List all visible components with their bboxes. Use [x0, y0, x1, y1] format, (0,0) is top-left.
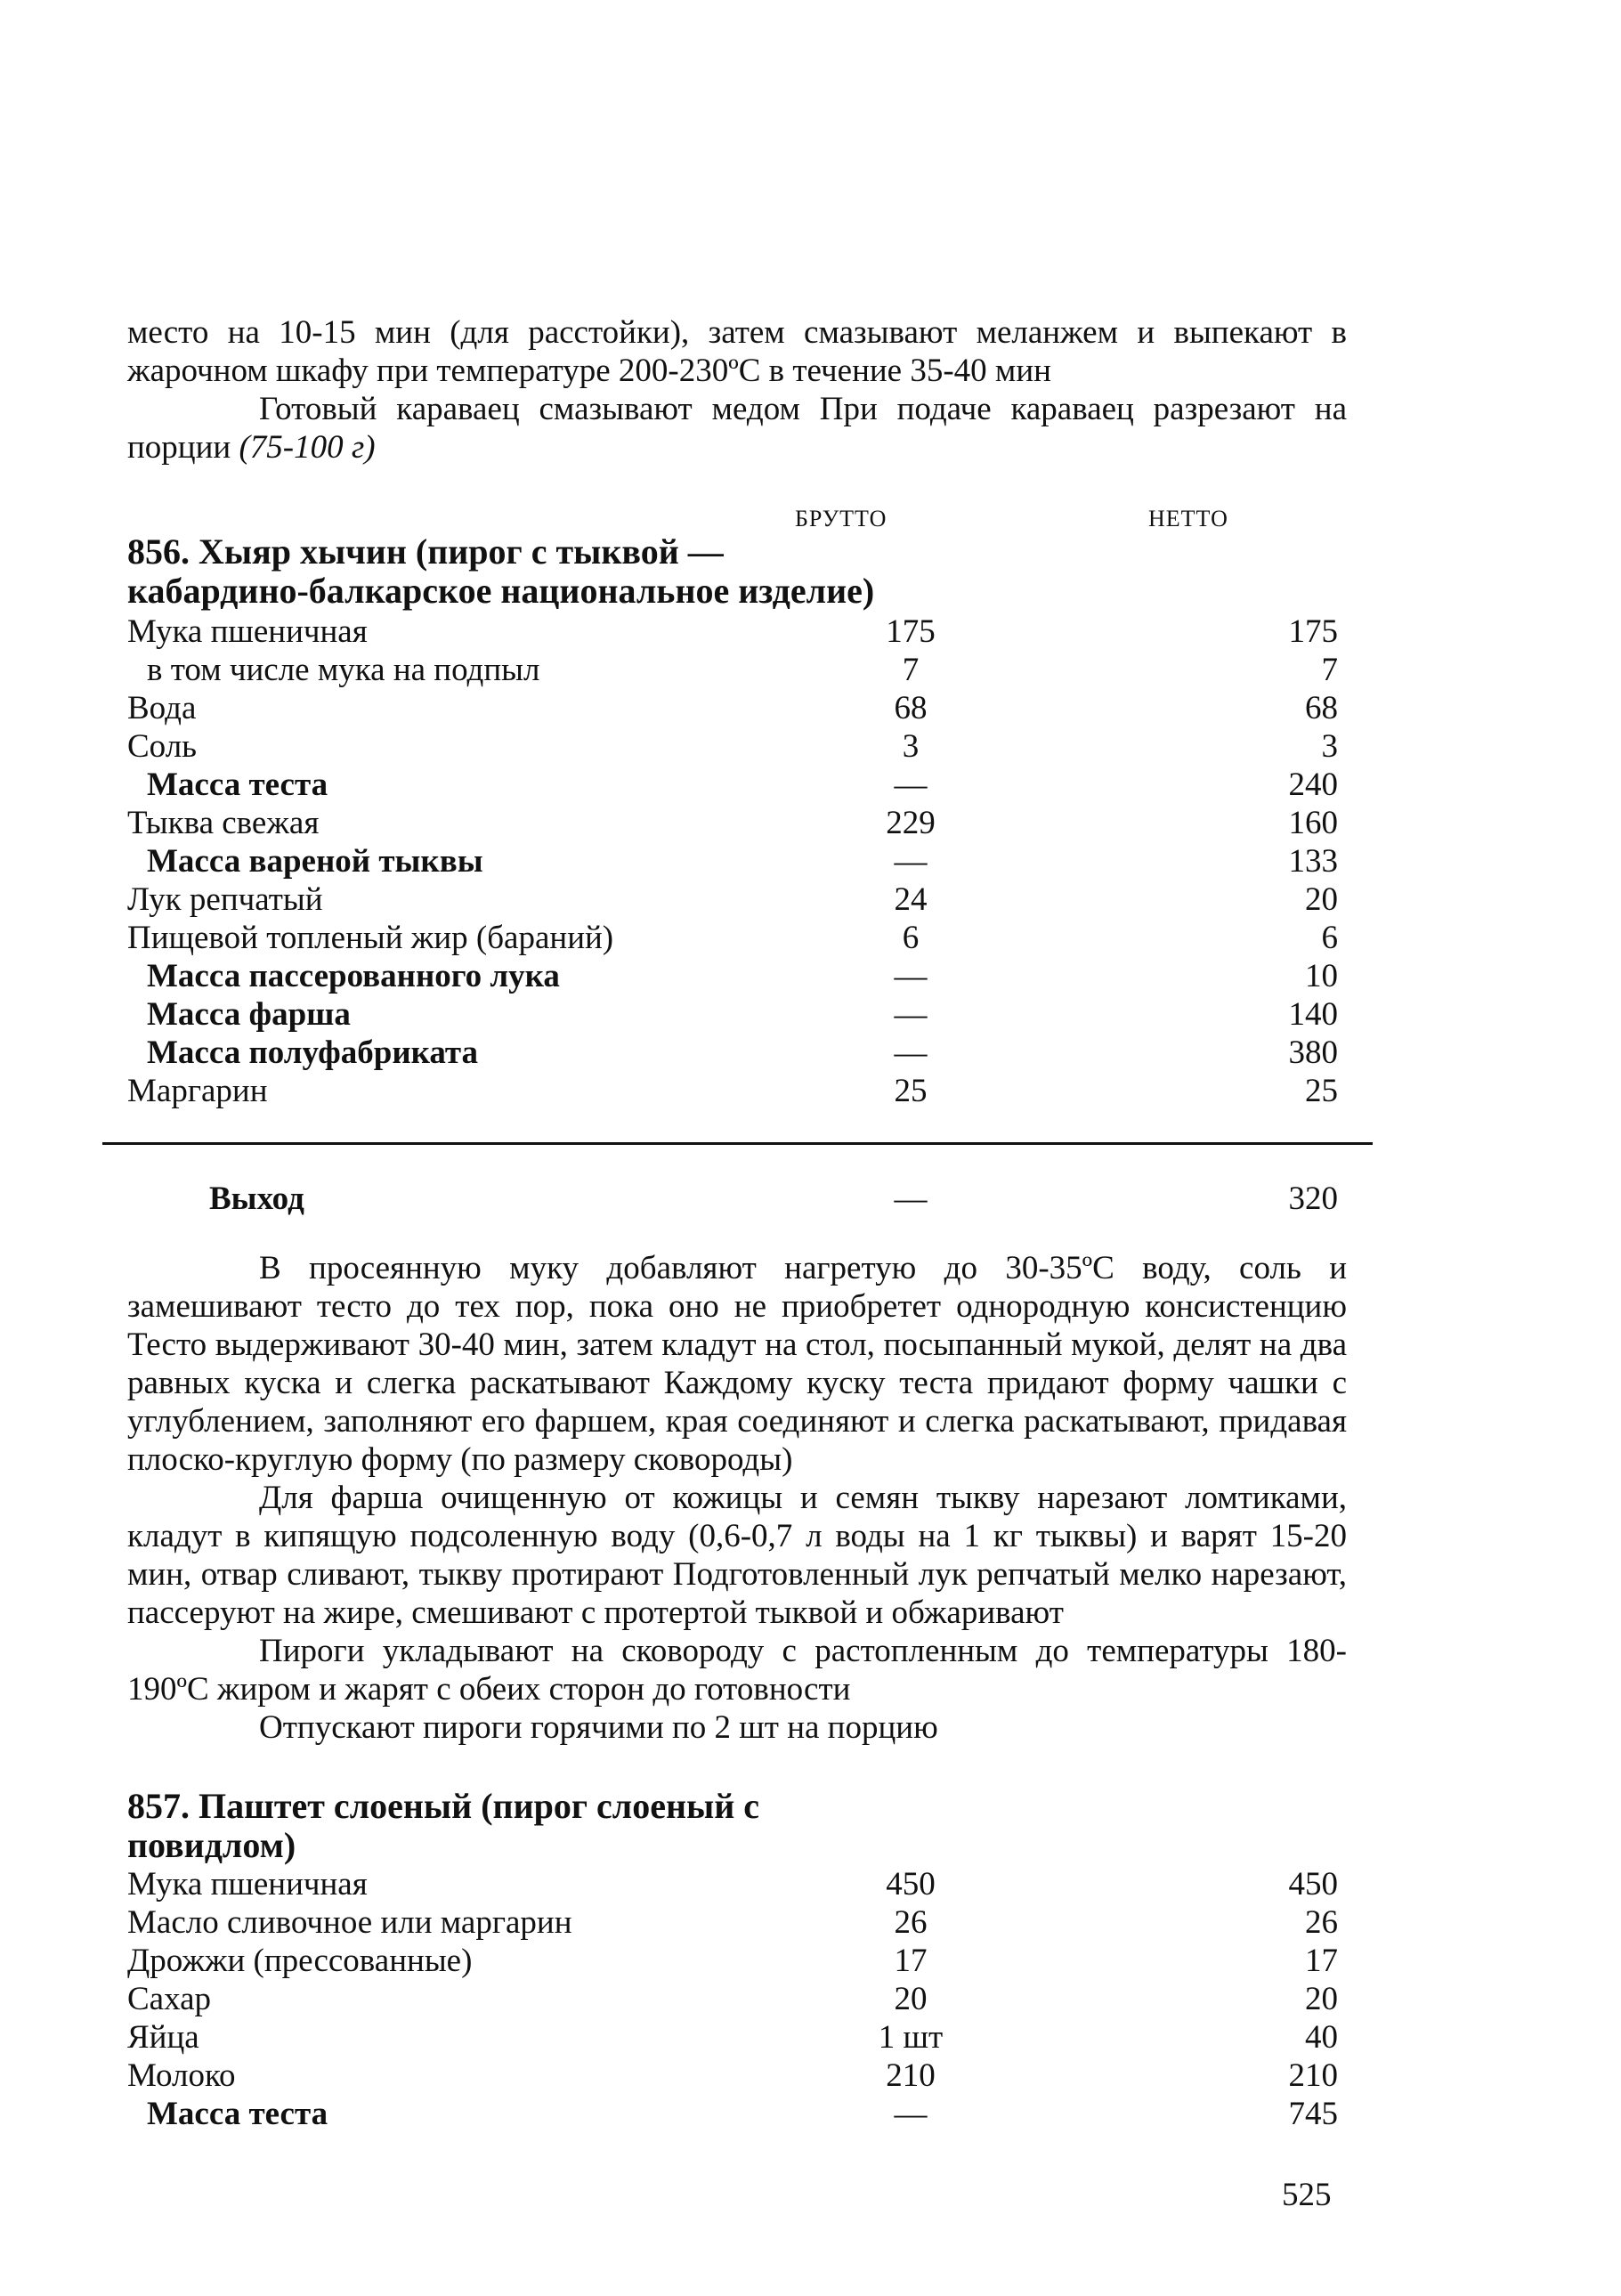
ingredient-row [127, 613, 1338, 651]
intro-portion: (75-100 г) [239, 429, 376, 466]
ingredient-name: Молоко [127, 2057, 236, 2094]
ingredient-name: Соль [127, 728, 198, 765]
instruction-paragraph: Пироги укладывают на сковороду с растопленным до температуры 180-190ºС жиром и жарят с обеих сторон до готовности [127, 1633, 1347, 1708]
ingredient-name: Мука пшеничная [127, 1866, 368, 1903]
ingredient-row [127, 766, 1338, 804]
ingredient-row [127, 1034, 1338, 1072]
ingredient-gross: — [894, 996, 928, 1033]
intro-paragraph-2 [127, 390, 1347, 467]
yield-label: Выход [209, 1180, 304, 1217]
recipe-856-ingredients [127, 613, 1338, 1110]
ingredient-name: Тыква свежая [127, 805, 320, 841]
ingredient-gross: 24 [894, 881, 928, 918]
ingredient-gross: — [894, 843, 928, 880]
intro-paragraph-2-text: Готовый караваец смазывают медом При подаче караваец разрезают на порции [127, 391, 1347, 466]
yield-net: 320 [1288, 1180, 1338, 1217]
ingredient-net: 10 [1305, 958, 1338, 994]
ingredient-net: 380 [1288, 1034, 1338, 1071]
instruction-paragraph: Отпускают пироги горячими по 2 шт на порцию [259, 1709, 938, 1746]
recipe-856-instructions [127, 1249, 1347, 1747]
ingredient-gross: — [894, 767, 928, 803]
page-number: 525 [1282, 2177, 1332, 2213]
ingredient-name: в том числе мука на подпыл [147, 652, 540, 688]
ingredient-row [127, 957, 1338, 995]
ingredient-row [127, 1980, 1338, 2018]
recipe-857-title: 857. Паштет слоеный (пирог слоеный с повидлом) [127, 1786, 760, 1865]
ingredient-row [127, 689, 1338, 727]
column-header-net: НЕТТО [1148, 506, 1228, 531]
ingredient-name: Дрожжи (прессованные) [127, 1943, 473, 1979]
ingredient-gross: 25 [894, 1073, 928, 1109]
ingredient-net: 17 [1305, 1943, 1338, 1979]
ingredient-net: 450 [1288, 1866, 1338, 1903]
ingredient-row [127, 2018, 1338, 2057]
ingredient-net: 20 [1305, 881, 1338, 918]
ingredient-row [127, 1072, 1338, 1110]
ingredient-net: 68 [1305, 690, 1338, 726]
ingredient-gross: 26 [894, 1904, 928, 1941]
ingredient-row [127, 919, 1338, 957]
ingredient-net: 160 [1288, 805, 1338, 841]
ingredient-name: Мука пшеничная [127, 613, 368, 650]
table-divider [102, 1142, 1373, 1145]
ingredient-name: Масса полуфабриката [147, 1034, 479, 1071]
ingredient-name: Масса теста [147, 2096, 328, 2132]
instruction-paragraph: В просеянную муку добавляют нагретую до 30-35ºС воду, соль и замешивают тесто до тех пор, пока оно не приобретет однородную консистенцию Тесто выдерживают 30-40 мин, затем кладут на стол, посыпанный мукой, делят на два равных куска и слегка раскатывают Каждому куску теста придают форму чашки с углублением, заполняют его фаршем, края соединяют и слегка раскатывают, придавая плоско-круглую форму (по размеру сковороды) [127, 1250, 1347, 1478]
recipe-856-yield [127, 1180, 1338, 1218]
intro-text [127, 313, 1347, 467]
ingredient-row [127, 1903, 1338, 1942]
ingredient-name: Сахар [127, 1981, 212, 2017]
ingredient-net: 745 [1288, 2096, 1338, 2132]
ingredient-gross: 210 [886, 2057, 936, 2094]
ingredient-name: Масса фарша [147, 996, 351, 1033]
recipe-856-title: 856. Хыяр хычин (пирог с тыквой — кабардино-балкарское национальное изделие) [127, 531, 875, 611]
ingredient-gross: 3 [902, 728, 920, 765]
recipe-857-ingredients [127, 1865, 1338, 2133]
ingredient-row [127, 651, 1338, 689]
ingredient-name: Яйца [127, 2019, 199, 2056]
ingredient-gross: 175 [886, 613, 936, 650]
intro-paragraph-1: место на 10-15 мин (для расстойки), затем смазывают меланжем и выпекают в жарочном шкафу при температуре 200-230ºС в течение 35-40 мин [127, 314, 1347, 389]
ingredient-name: Масса вареной тыквы [147, 843, 483, 880]
ingredient-name: Масса пассерованного лука [147, 958, 560, 994]
ingredient-gross: 68 [894, 690, 928, 726]
ingredient-row [127, 2057, 1338, 2095]
ingredient-gross: 450 [886, 1866, 936, 1903]
ingredient-row [127, 1942, 1338, 1980]
ingredient-net: 20 [1305, 1981, 1338, 2017]
column-header-gross: БРУТТО [795, 506, 887, 531]
ingredient-gross: — [894, 1034, 928, 1071]
ingredient-net: 140 [1288, 996, 1338, 1033]
ingredient-gross: — [894, 2096, 928, 2132]
ingredient-net: 7 [1321, 652, 1338, 688]
ingredient-name: Масса теста [147, 767, 328, 803]
ingredient-name: Маргарин [127, 1073, 268, 1109]
ingredient-gross: 6 [902, 920, 920, 956]
ingredient-row [127, 804, 1338, 842]
ingredient-name: Масло сливочное или маргарин [127, 1904, 572, 1941]
ingredient-name: Лук репчатый [127, 881, 323, 918]
yield-row [127, 1180, 1338, 1218]
ingredient-row [127, 727, 1338, 766]
ingredient-gross: 20 [894, 1981, 928, 2017]
ingredient-net: 210 [1288, 2057, 1338, 2094]
ingredient-gross: 1 шт [878, 2019, 944, 2056]
ingredient-gross: 7 [902, 652, 920, 688]
ingredient-row [127, 842, 1338, 880]
ingredient-net: 3 [1321, 728, 1338, 765]
ingredient-net: 26 [1305, 1904, 1338, 1941]
ingredient-net: 175 [1288, 613, 1338, 650]
ingredient-net: 133 [1288, 843, 1338, 880]
ingredient-net: 40 [1305, 2019, 1338, 2056]
ingredient-row [127, 1865, 1338, 1903]
ingredient-name: Вода [127, 690, 197, 726]
ingredient-name: Пищевой топленый жир (бараний) [127, 920, 614, 956]
ingredient-row [127, 2095, 1338, 2133]
ingredient-net: 240 [1288, 767, 1338, 803]
ingredient-gross: — [894, 958, 928, 994]
instruction-paragraph: Для фарша очищенную от кожицы и семян тыкву нарезают ломтиками, кладут в кипящую подсоленную воду (0,6-0,7 л воды на 1 кг тыквы) и варят 15-20 мин, отвар сливают, тыкву протирают Подготовленный лук репчатый мелко нарезают, пассеруют на жире, смешивают с протертой тыквой и обжаривают [127, 1480, 1347, 1631]
ingredient-net: 25 [1305, 1073, 1338, 1109]
ingredient-net: 6 [1321, 920, 1338, 956]
yield-gross: — [894, 1180, 928, 1217]
ingredient-gross: 229 [886, 805, 936, 841]
ingredient-row [127, 995, 1338, 1034]
ingredient-gross: 17 [894, 1943, 928, 1979]
ingredient-row [127, 880, 1338, 919]
